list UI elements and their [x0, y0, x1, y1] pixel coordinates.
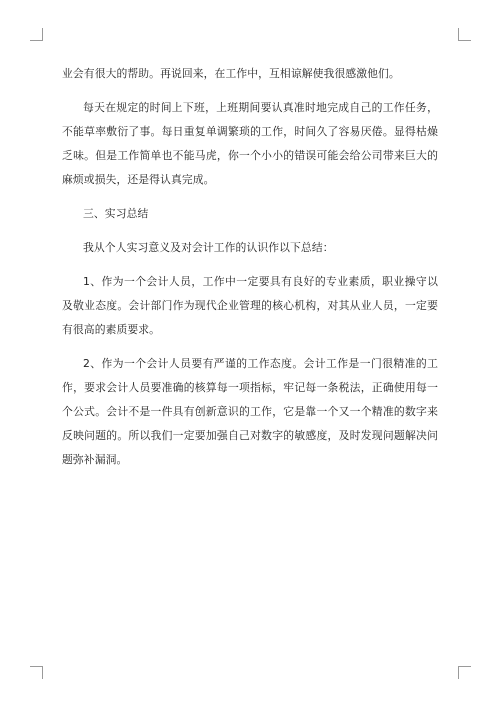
- paragraph-spacer: [62, 260, 438, 270]
- paragraph-daily-work: 每天在规定的时间上下班，上班期间要认真准时地完成自己的工作任务，不能草率敷衍了事。每日重复单调繁琐的工作，时间久了容易厌倦。显得枯燥乏味。但是工作简单也不能马虎，你一个小小的错误可能会给公司带来巨大的麻烦或损失，还是得认真完成。: [62, 101, 438, 186]
- paragraph-continuation: 业会有很大的帮助。再说回来，在工作中，互相谅解使我很感激他们。: [62, 67, 400, 80]
- document-body: [62, 62, 438, 472]
- paragraph-spacer: [62, 342, 438, 352]
- paragraph-spacer: [62, 226, 438, 236]
- crop-mark-top-right: [458, 28, 471, 41]
- paragraph-spacer: [62, 86, 438, 96]
- paragraph-summary-intro: 我从个人实习意义及对会计工作的认识作以下总结：: [83, 241, 334, 254]
- crop-mark-bottom-left: [30, 666, 43, 679]
- crop-mark-top-left: [30, 28, 43, 41]
- paragraph-spacer: [62, 192, 438, 202]
- crop-mark-bottom-right: [458, 666, 471, 679]
- paragraph-point-2: 2、作为一个会计人员要有严谨的工作态度。会计工作是一门很精准的工作，要求会计人员要准确的核算每一项指标，牢记每一条税法，正确使用每一个公式。会计不是一件具有创新意识的工作，它是靠一个又一个精准的数字来反映问题的。所以我们一定要加强自己对数字的敏感度，及时发现问题解决问题弥补漏洞。: [62, 357, 438, 466]
- section-heading-summary: 三、实习总结: [83, 207, 149, 220]
- paragraph-point-1: 1、作为一个会计人员，工作中一定要具有良好的专业素质，职业操守以及敬业态度。会计部门作为现代企业管理的核心机构，对其从业人员，一定要有很高的素质要求。: [62, 275, 438, 336]
